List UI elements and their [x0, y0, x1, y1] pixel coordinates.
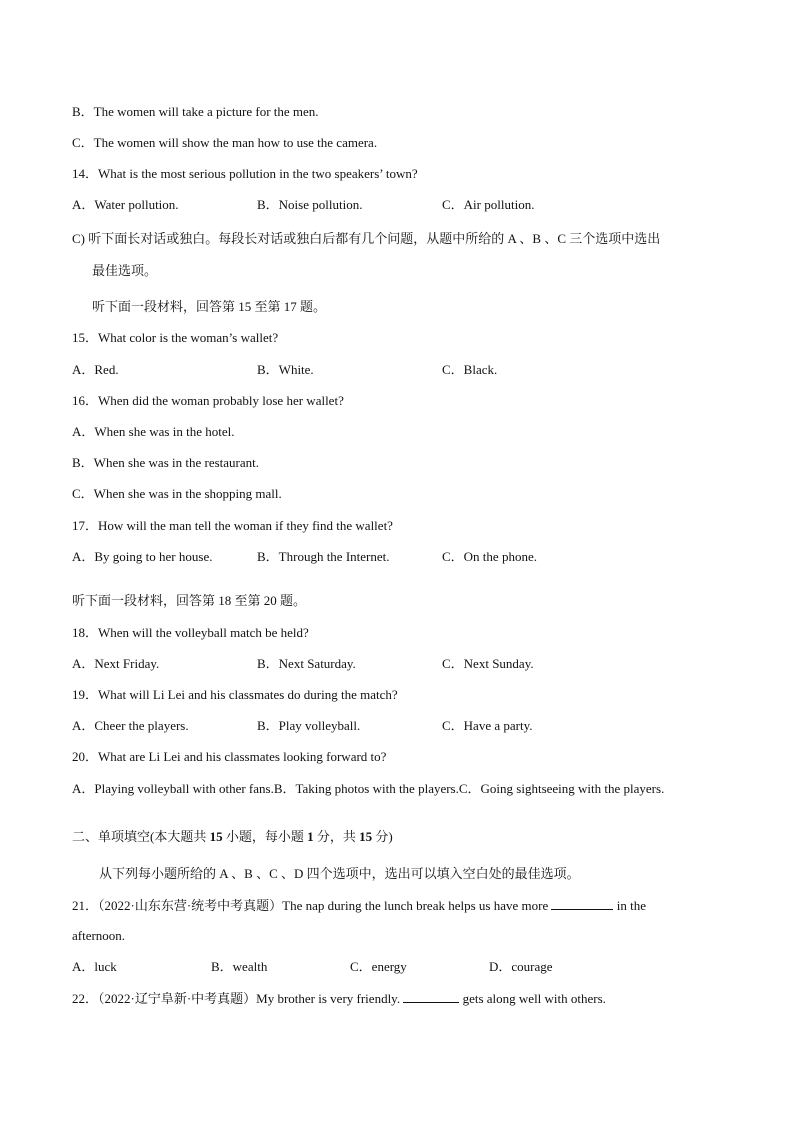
option-line: C．The women will show the man how to use the camera. — [72, 135, 378, 150]
heading-points: 1 — [307, 829, 314, 844]
heading-count: 15 — [209, 829, 223, 844]
question-21-options — [72, 959, 553, 975]
question-21-stem-end: in the — [613, 898, 646, 913]
section-c-instruction: C) 听下面长对话或独白。每段长对话或独白后都有几个问题，从题中所给的 A 、B 、C 三个选项中选出 — [72, 231, 661, 246]
question-20-options: A．Playing volleyball with other fans.B．Taking photos with the players.C．Going sightseeing with the players. — [72, 781, 665, 796]
option-c: C．Next Sunday. — [442, 656, 534, 671]
option-a: A．Water pollution. — [72, 197, 179, 212]
option-b: B．When she was in the restaurant. — [72, 455, 260, 470]
option-b: B．Play volleyball. — [257, 718, 361, 733]
question-21 — [72, 897, 646, 914]
question-22-stem: 22．（2022·辽宁阜新·中考真题）My brother is very friendly. — [72, 991, 404, 1006]
answer-blank — [551, 897, 613, 910]
question-19-options — [72, 718, 533, 734]
option-a: A．luck — [72, 959, 117, 974]
section-2-instruction: 从下列每小题所给的 A 、B 、C 、D 四个选项中，选出可以填入空白处的最佳选项。 — [99, 866, 580, 881]
option-a: A．Red. — [72, 362, 119, 377]
material-heading: 听下面一段材料，回答第 15 至第 17 题。 — [92, 299, 327, 314]
heading-text: 分，共 — [313, 829, 360, 844]
question-19: 19．What will Li Lei and his classmates do during the match? — [72, 687, 398, 702]
question-14: 14．What is the most serious pollution in the two speakers’ town? — [72, 166, 418, 181]
heading-text: 分) — [372, 829, 393, 844]
question-17: 17．How will the man tell the woman if they find the wallet? — [72, 518, 393, 533]
option-d: D．courage — [489, 959, 553, 974]
option-a: A．Cheer the players. — [72, 718, 189, 733]
option-c: C．On the phone. — [442, 549, 537, 564]
answer-blank — [403, 990, 459, 1003]
question-22-stem-end: gets along well with others. — [459, 991, 606, 1006]
option-line: B．The women will take a picture for the men. — [72, 104, 319, 119]
heading-text: 小题，每小题 — [222, 829, 308, 844]
option-a: A．When she was in the hotel. — [72, 424, 235, 439]
option-c: C．Black. — [442, 362, 498, 377]
section-2-heading — [72, 829, 393, 845]
option-b: B．Through the Internet. — [257, 549, 390, 564]
option-a: A．By going to her house. — [72, 549, 213, 564]
question-22 — [72, 990, 606, 1007]
heading-text: 二、单项填空(本大题共 — [72, 829, 210, 844]
option-a: A．Next Friday. — [72, 656, 160, 671]
heading-total: 15 — [359, 829, 373, 844]
question-15: 15．What color is the woman’s wallet? — [72, 330, 279, 345]
question-16: 16．When did the woman probably lose her wallet? — [72, 393, 344, 408]
question-20: 20．What are Li Lei and his classmates looking forward to? — [72, 749, 387, 764]
question-14-options — [72, 197, 534, 213]
question-21-stem: 21．（2022·山东东营·统考中考真题）The nap during the lunch break helps us have more — [72, 898, 552, 913]
question-15-options — [72, 362, 497, 378]
option-b: B．Noise pollution. — [257, 197, 363, 212]
question-18-options — [72, 656, 534, 672]
option-c: C．Have a party. — [442, 718, 533, 733]
option-b: B．White. — [257, 362, 314, 377]
question-18: 18．When will the volleyball match be held? — [72, 625, 309, 640]
material-heading: 听下面一段材料，回答第 18 至第 20 题。 — [72, 593, 307, 608]
section-c-instruction-cont: 最佳选项。 — [92, 263, 158, 278]
option-b: B．wealth — [211, 959, 268, 974]
option-c: C．Air pollution. — [442, 197, 535, 212]
question-21-cont: afternoon. — [72, 928, 126, 943]
option-c: C．energy — [350, 959, 407, 974]
question-17-options — [72, 549, 537, 565]
option-b: B．Next Saturday. — [257, 656, 356, 671]
option-c: C．When she was in the shopping mall. — [72, 486, 282, 501]
